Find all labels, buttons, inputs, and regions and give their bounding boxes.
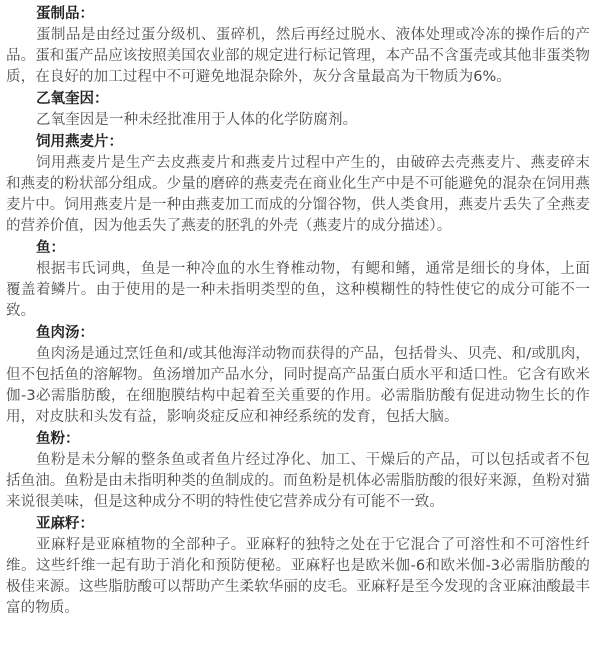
entry-term: 亚麻籽：	[36, 516, 94, 532]
entry-flaxseed	[6, 514, 590, 619]
entry-description: 乙氧奎因是一种未经批准用于人体的化学防腐剂。	[36, 112, 358, 128]
entry-description: 蛋制品是由经过蛋分级机、蛋碎机，然后再经过脱水、液体处理或冷冻的操作后的产品。蛋和蛋产品应该按照美国农业部的规定进行标记管理，本产品不含蛋壳或其他非蛋类物质，在良好的加工过程中不可避免地混杂除外，灰分含量最高为干物质为6%。	[6, 27, 590, 85]
entry-description: 鱼粉是未分解的整条鱼或者鱼片经过净化、加工、干燥后的产品，可以包括或者不包括鱼油。鱼粉是由未指明种类的鱼制成的。而鱼粉是机体必需脂肪酸的很好来源，鱼粉对猫来说很美味，但是这种成分不明的特性使它营养成分有可能不一致。	[6, 452, 590, 510]
entry-egg-product	[6, 4, 590, 88]
entry-description: 亚麻籽是亚麻植物的全部种子。亚麻籽的独特之处在于它混合了可溶性和不可溶性纤维。这些纤维一起有助于消化和预防便秘。亚麻籽也是欧米伽-6和欧米伽-3必需脂肪酸的极佳来源。这些脂肪酸可以帮助产生柔软华丽的皮毛。亚麻籽是至今发现的含亚麻油酸最丰富的物质。	[6, 537, 590, 616]
entry-term: 鱼：	[36, 240, 65, 256]
entry-fish-meal	[6, 429, 590, 513]
entry-feeding-oat-meal	[6, 132, 590, 237]
entry-description: 饲用燕麦片是生产去皮燕麦片和燕麦片过程中产生的，由破碎去壳燕麦片、燕麦碎末和燕麦的粉状部分组成。少量的磨碎的燕麦壳在商业化生产中是不可能避免的混杂在饲用燕麦片中。饲用燕麦片是一种由燕麦加工而成的分馏谷物，供人类食用，燕麦片丢失了全燕麦的营养价值，因为他丢失了燕麦的胚乳的外壳（燕麦片的成分描述）。	[6, 155, 590, 234]
entry-description: 根据韦氏词典，鱼是一种冷血的水生脊椎动物，有鳃和鳍，通常是细长的身体，上面覆盖着鳞片。由于使用的是一种未指明类型的鱼，这种模糊性的特性使它的成分可能不一致。	[6, 261, 590, 319]
entry-term: 鱼肉汤：	[36, 325, 94, 341]
entry-term: 鱼粉：	[36, 431, 80, 447]
entry-fish-broth	[6, 323, 590, 428]
entry-ethoxyquin	[6, 89, 590, 131]
entry-term: 乙氧奎因：	[36, 91, 109, 107]
entry-description: 鱼肉汤是通过烹饪鱼和/或其他海洋动物而获得的产品，包括骨头、贝壳、和/或肌肉，但不包括鱼的溶解物。鱼汤增加产品水分，同时提高产品蛋白质水平和适口性。它含有欧米伽-3必需脂肪酸，在细胞膜结构中起着至关重要的作用。必需脂肪酸有促进动物生长的作用，对皮肤和头发有益，影响炎症反应和神经系统的发育，包括大脑。	[6, 346, 590, 425]
entry-fish	[6, 238, 590, 322]
entry-term: 蛋制品：	[36, 6, 94, 22]
entry-term: 饲用燕麦片：	[36, 134, 123, 150]
